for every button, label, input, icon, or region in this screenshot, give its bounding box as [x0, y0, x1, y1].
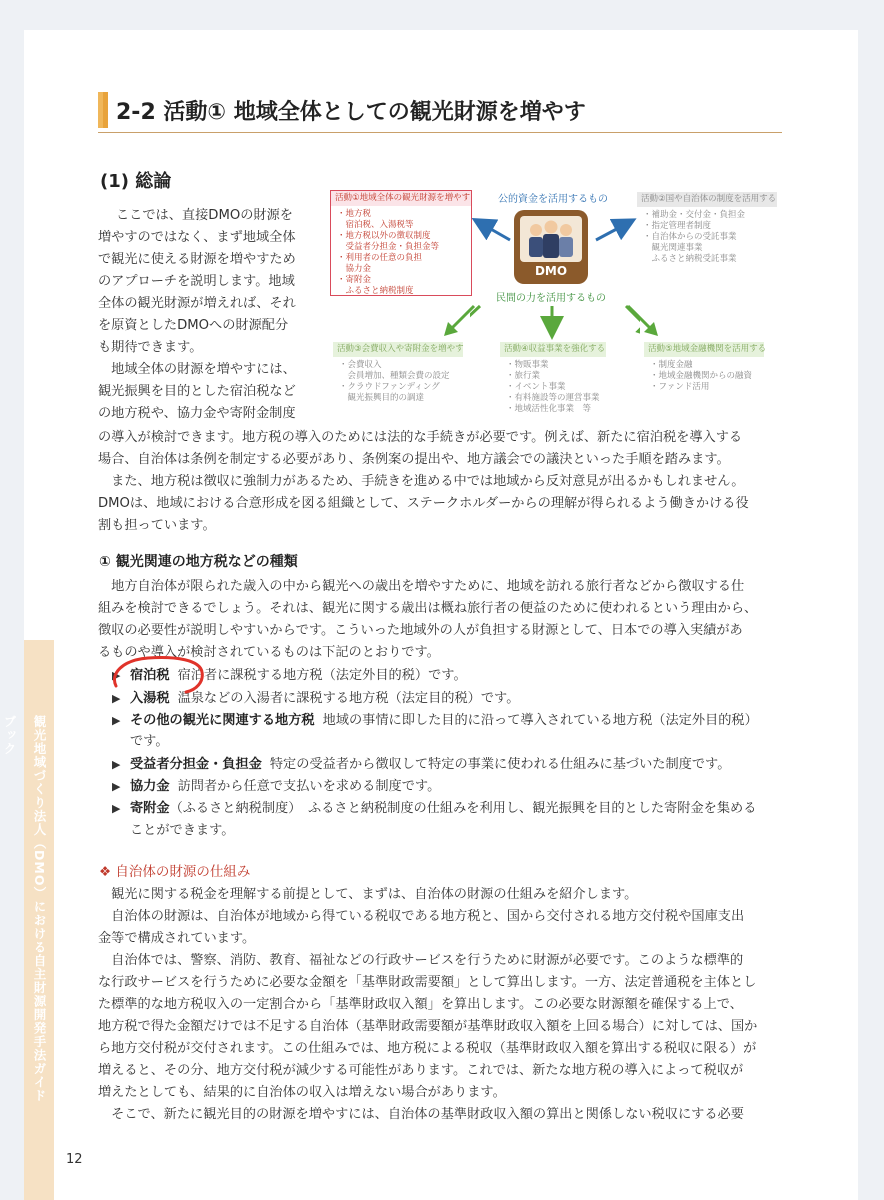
item-desc: 宿泊者に課税する地方税（法定外目的税）です。 — [177, 668, 467, 683]
item-term: 入湯税 — [130, 691, 170, 706]
text-line: のアプローチを説明します。地域 — [98, 274, 295, 289]
diagram-box-activity4 — [500, 342, 606, 415]
box-line: ふるさと納税受託事業 — [643, 254, 737, 264]
box-line: ・会費収入 — [339, 360, 382, 370]
red-circle-annotation — [104, 650, 214, 696]
arrow-left-down — [440, 300, 480, 340]
title-accent-bar-dark — [103, 92, 108, 128]
item-desc: （ふるさと納税制度） ふるさと納税制度の仕組みを利用し、観光振興を目的とした寄附金を集める — [169, 801, 757, 816]
list-item — [112, 798, 756, 820]
diagram-box-activity1 — [330, 190, 472, 296]
diagram-box-activity5 — [644, 342, 767, 393]
box-line: ・自治体からの受託事業 — [643, 232, 737, 242]
diagram-box-activity3 — [333, 342, 463, 404]
diagram-arrows — [470, 210, 640, 340]
list-item — [112, 754, 730, 776]
text-line: た標準的な地方税収入の一定割合から「基準財政収入額」を算出します。この必要な財源額を確保する上で、 — [98, 997, 743, 1012]
box-line: ・利用者の任意の負担 — [337, 253, 423, 263]
text-line: 徴収の必要性が説明しやすいからです。こういった地域外の人が負担する財源として、日本での導入実績があ — [98, 623, 743, 638]
text-line: の導入が検討できます。地方税の導入のためには法的な手続きが必要です。例えば、新たに宿泊税を導入する — [98, 430, 743, 445]
box-line: 観光振興目的の調達 — [339, 393, 425, 403]
list-item — [112, 776, 440, 798]
viewer-top-margin — [0, 0, 884, 30]
text-line: も期待できます。 — [98, 340, 203, 355]
text-line: な行政サービスを行うために必要な金額を「基準財政需要額」として算出します。一方、法定普通税を主体とし — [98, 975, 757, 990]
text-line: の地方税や、協力金や寄附金制度 — [98, 406, 296, 421]
text-line: ここでは、直接DMOの財源を — [116, 208, 293, 223]
subsection-heading-tax-types: ① 観光関連の地方税などの種類 — [99, 554, 298, 570]
viewer-right-margin — [858, 0, 884, 1200]
text-line: 観光に関する税金を理解する前提として、まずは、自治体の財源の仕組みを紹介します。 — [98, 887, 638, 902]
text-line: で観光に使える財源を増やすため — [98, 252, 296, 267]
text-line: 金等で構成されています。 — [98, 931, 256, 946]
text-line: そこで、新たに観光目的の財源を増やすには、自治体の基準財政収入額の算出と関係しない税収にする必要 — [98, 1107, 744, 1122]
item-term: その他の観光に関連する地方税 — [130, 713, 315, 728]
box-line: ・地域金融機関からの融資 — [650, 371, 753, 381]
box-line: ・指定管理者制度 — [643, 221, 712, 231]
item-term: 宿泊税 — [130, 668, 170, 683]
text-line: 組みを検討できるでしょう。それは、観光に関する歳出は概ね旅行者の便益のために使われるという理由から、 — [98, 601, 758, 616]
top-flow-label: 公的資金を活用するもの — [498, 194, 608, 205]
title-divider — [98, 132, 782, 133]
box-line: ・クラウドファンディング — [339, 382, 440, 392]
box-line: ・有料施設等の運営事業 — [506, 393, 600, 403]
box-line: ・ファンド活用 — [650, 382, 710, 392]
item-desc: 温泉などの入湯者に課税する地方税（法定目的税）です。 — [177, 691, 520, 706]
box-line: 宿泊税、入湯税等 — [337, 220, 414, 230]
text-line: また、地方税は徴収に強制力があるため、手続きを進める中では地域から反対意見が出るかもしれません。 — [98, 474, 745, 489]
text-line: 割も担っています。 — [98, 518, 216, 533]
box-line: 受益者分担金・負担金等 — [337, 242, 440, 252]
text-line: 観光振興を目的とした宿泊税など — [98, 384, 296, 399]
side-caption: 観光地域づくり法人（DMO）における自主財源開発手法ガイドブック — [2, 715, 47, 1103]
text-line: 全体の観光財源が増えれば、それ — [98, 296, 296, 311]
text-line: 増えたとしても、結果的に自治体の収入は増えない場合があります。 — [98, 1085, 506, 1100]
item-desc: 訪問者から任意で支払いを求める制度です。 — [177, 779, 441, 794]
text-line: るものや導入が検討されているものは下記のとおりです。 — [98, 645, 440, 660]
item-term: 受益者分担金・負担金 — [130, 757, 262, 772]
diagram-box-activity2 — [637, 192, 777, 265]
list-item — [112, 710, 758, 732]
text-line: 増えると、その分、地方交付税が減少する可能性があります。これでは、新たな地方税の導入によって税収が — [98, 1063, 744, 1078]
subsection-heading-local-finance: ❖ 自治体の財源の仕組み — [99, 864, 251, 880]
page-title: 2-2 活動① 地域全体としての観光財源を増やす — [116, 100, 586, 125]
item-continuation: ことができます。 — [130, 823, 235, 838]
box-line: 会員増加、種類会費の設定 — [339, 371, 450, 381]
text-line: 自治体では、警察、消防、教育、福祉などの行政サービスを行うために財源が必要です。このような標準的 — [98, 953, 744, 968]
box-heading: 活動②国や自治体の制度を活用する — [637, 192, 777, 207]
text-line: 地方税で得た金額だけでは不足する自治体（基準財政需要額が基準財政収入額を上回る場合）に対しては、国か — [98, 1019, 758, 1034]
triangle-bullet-icon: ▶ — [112, 669, 121, 682]
box-line: 協力金 — [337, 264, 372, 274]
box-line: ・地方税 — [337, 209, 372, 219]
box-heading: 活動①地域全体の観光財源を増やす — [331, 191, 471, 206]
box-line: 観光関連事業 — [643, 243, 703, 253]
box-line: ・地方税以外の徴収制度 — [337, 231, 431, 241]
bottom-flow-label: 民間の力を活用するもの — [496, 293, 606, 304]
box-line: ・イベント事業 — [506, 382, 566, 392]
text-line: 自治体の財源は、自治体が地域から得ている税収である地方税と、国から交付される地方交付税や国庫支出 — [98, 909, 745, 924]
triangle-bullet-icon: ▶ — [112, 780, 121, 793]
box-heading: 活動④収益事業を強化する — [500, 342, 606, 357]
triangle-bullet-icon: ▶ — [112, 758, 121, 771]
box-heading: 活動③会費収入や寄附金を増やす — [333, 342, 463, 357]
triangle-bullet-icon: ▶ — [112, 714, 121, 727]
box-heading: 活動⑤地域金融機関を活用する — [644, 342, 764, 357]
item-term: 寄附金 — [130, 801, 170, 816]
item-desc: 特定の受益者から徴収して特定の事業に使われる仕組みに基づいた制度です。 — [269, 757, 731, 772]
page-number: 12 — [66, 1152, 83, 1167]
box-line: ふるさと納税制度 — [337, 286, 414, 296]
text-line: 地方自治体が限られた歳入の中から観光への歳出を増やすために、地域を訪れる旅行者などから徴収する仕 — [98, 579, 745, 594]
item-continuation: です。 — [130, 734, 169, 749]
text-line: 場合、自治体は条例を制定する必要があり、条例案の提出や、地方議会での議決といった手順を踏みます。 — [98, 452, 730, 467]
text-line: 地域全体の財源を増やすには、 — [98, 362, 296, 377]
item-term: 協力金 — [130, 779, 170, 794]
viewer-left-margin — [0, 0, 24, 1200]
triangle-bullet-icon: ▶ — [112, 802, 121, 815]
text-line: ら地方交付税が交付されます。この仕組みでは、地方税による税収（基準財政収入額を算出する税収に限る）が — [98, 1041, 757, 1056]
box-line: ・補助金・交付金・負担金 — [643, 210, 746, 220]
text-line: DMOは、地域における合意形成を図る組織として、ステークホルダーからの理解が得られるよう働きかける役 — [98, 496, 749, 511]
item-desc: 地域の事情に即した目的に沿って導入されている地方税（法定外目的税） — [322, 713, 758, 728]
box-line: ・物販事業 — [506, 360, 549, 370]
box-line: ・地域活性化事業 等 — [506, 404, 592, 414]
box-line: ・制度金融 — [650, 360, 693, 370]
section-title: (1) 総論 — [100, 171, 172, 192]
triangle-bullet-icon: ▶ — [112, 692, 121, 705]
arrow-right-down — [622, 300, 662, 340]
dmo-label: DMO — [534, 264, 568, 278]
text-line: 増やすのではなく、まず地域全体 — [98, 230, 296, 245]
box-line: ・旅行業 — [506, 371, 541, 381]
box-line: ・寄附金 — [337, 275, 372, 285]
text-line: を原資としたDMOへの財源配分 — [98, 318, 289, 333]
